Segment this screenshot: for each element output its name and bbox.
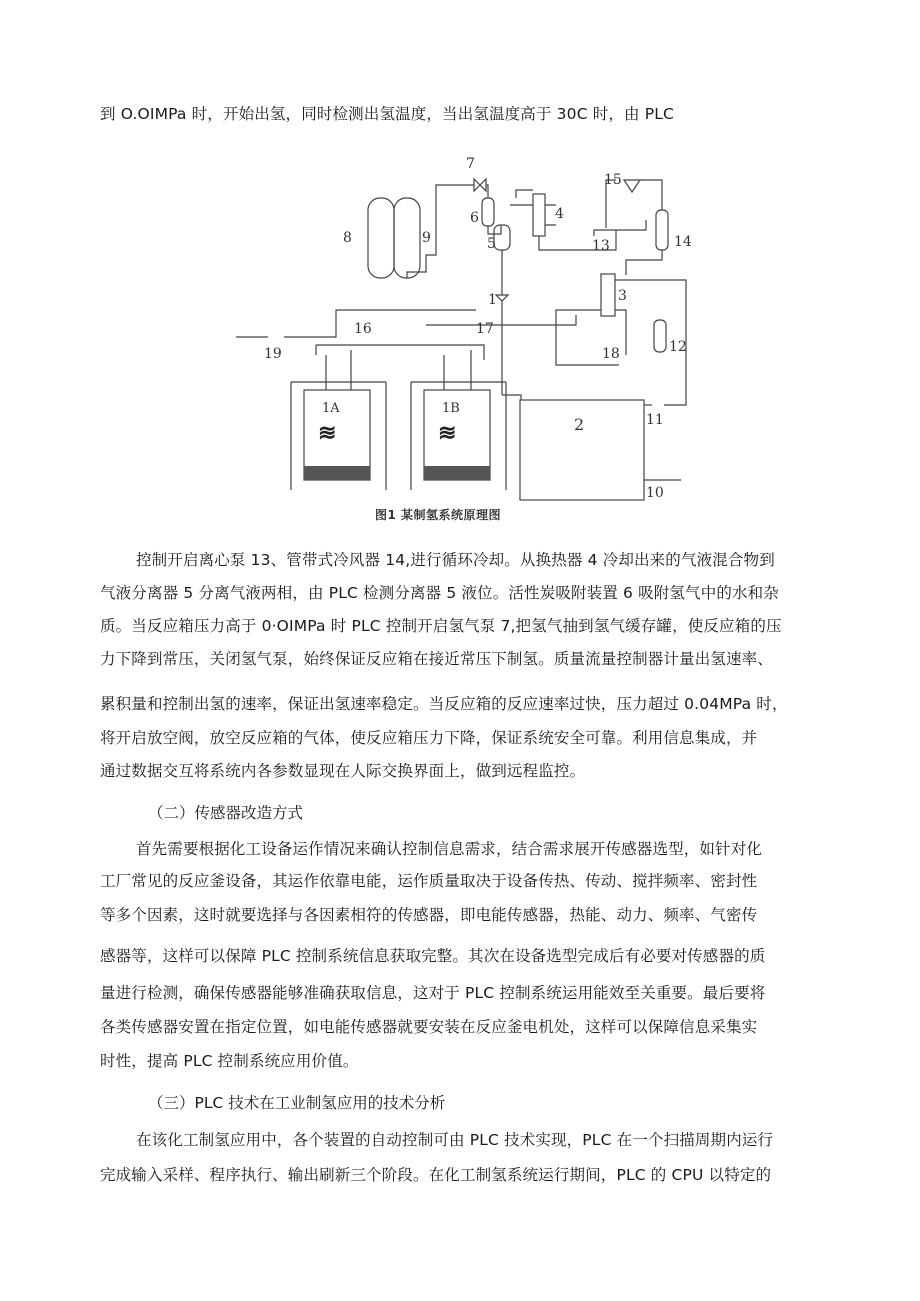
paragraph-1-line: 通过数据交互将系统内各参数显现在人际交换界面上，做到远程监控。: [100, 762, 586, 780]
section-heading-3: （三）PLC 技术在工业制氢应用的技术分析: [148, 1094, 446, 1112]
label-10: 10: [646, 485, 664, 501]
svg-text:≋: ≋: [438, 420, 457, 446]
label-14: 14: [674, 234, 692, 250]
label-18: 18: [602, 346, 620, 362]
paragraph-2-line: 各类传感器安置在指定位置，如电能传感器就要安装在反应釜电机处，这样可以保障信息采集实: [100, 1018, 758, 1036]
label-9: 9: [422, 230, 431, 246]
paragraph-1-line: 质。当反应箱压力高于 0·OIMPa 时 PLC 控制开启氢气泵 7,把氢气抽到氢气缓存罐，使反应箱的压: [100, 617, 782, 635]
label-8: 8: [343, 230, 352, 246]
paragraph-1-line: 将开启放空阀，放空反应箱的气体，使反应箱压力下降，保证系统安全可靠。利用信息集成，并: [100, 729, 758, 747]
label-19: 19: [264, 346, 282, 362]
system-schematic-figure: [226, 150, 702, 535]
paragraph-2-line: 量进行检测，确保传感器能够准确获取信息，这对于 PLC 控制系统运用能效至关重要。最后要将: [100, 984, 766, 1002]
label-6: 6: [470, 210, 479, 226]
svg-text:≋: ≋: [318, 420, 337, 446]
tank-8: [368, 198, 394, 278]
label-12: 12: [669, 339, 687, 355]
tank-9: [394, 198, 420, 278]
label-15: 15: [604, 172, 622, 188]
label-1a: 1A: [322, 401, 340, 416]
label-7: 7: [466, 156, 475, 172]
label-16: 16: [354, 321, 372, 337]
paragraph-2-line: 首先需要根据化工设备运作情况来确认控制信息需求，结合需求展开传感器选型，如针对化: [136, 840, 763, 858]
paragraph-2-line: 感器等，这样可以保障 PLC 控制系统信息获取完整。其次在设备选型完成后有必要对传感器的质: [100, 947, 766, 965]
paragraph-3-line: 完成输入采样、程序执行、输出刷新三个阶段。在化工制氢系统运行期间，PLC 的 CPU 以特定的: [100, 1166, 772, 1184]
label-1b: 1B: [442, 401, 460, 416]
label-3: 3: [618, 288, 627, 304]
label-11: 11: [646, 412, 664, 428]
paragraph-2-line: 时性，提高 PLC 控制系统应用价值。: [100, 1052, 359, 1070]
paragraph-1-line: 力下降到常压，关闭氢气泵，始终保证反应箱在接近常压下制氢。质量流量控制器计量出氢速率、: [100, 650, 773, 668]
label-13: 13: [592, 238, 610, 254]
figure-caption: 图1 某制氢系统原理图: [375, 508, 502, 522]
schematic-diagram: [226, 150, 702, 535]
label-1: 1: [488, 292, 497, 308]
paragraph-2-line: 等多个因素，这时就要选择与各因素相符的传感器，即电能传感器，热能、动力、频率、气密传: [100, 906, 758, 924]
paragraph-1-line: 气液分离器 5 分离气液两相，由 PLC 检测分离器 5 液位。活性炭吸附装置 6 吸附氢气中的水和杂: [100, 584, 779, 602]
label-2: 2: [574, 415, 585, 434]
paragraph-3-line: 在该化工制氢应用中，各个装置的自动控制可由 PLC 技术实现，PLC 在一个扫描周期内运行: [136, 1131, 774, 1149]
paragraph-1-line: 控制开启离心泵 13、管带式冷风器 14,进行循环冷却。从换热器 4 冷却出来的气液混合物到: [136, 551, 775, 569]
label-5: 5: [487, 236, 496, 252]
label-17: 17: [476, 321, 494, 337]
paragraph-2-line: 工厂常见的反应釜设备，其运作依靠电能，运作质量取决于设备传热、传动、搅拌频率、密封性: [100, 872, 758, 890]
paragraph-1-line: 累积量和控制出氢的速率，保证出氢速率稳定。当反应箱的反应速率过快，压力超过 0.04MPa 时，: [100, 695, 788, 713]
label-4: 4: [555, 206, 564, 222]
top-text-line: 到 O.OIMPa 时，开始出氢，同时检测出氢温度，当出氢温度高于 30C 时，由 PLC: [100, 105, 675, 123]
section-heading-2: （二）传感器改造方式: [148, 804, 304, 822]
